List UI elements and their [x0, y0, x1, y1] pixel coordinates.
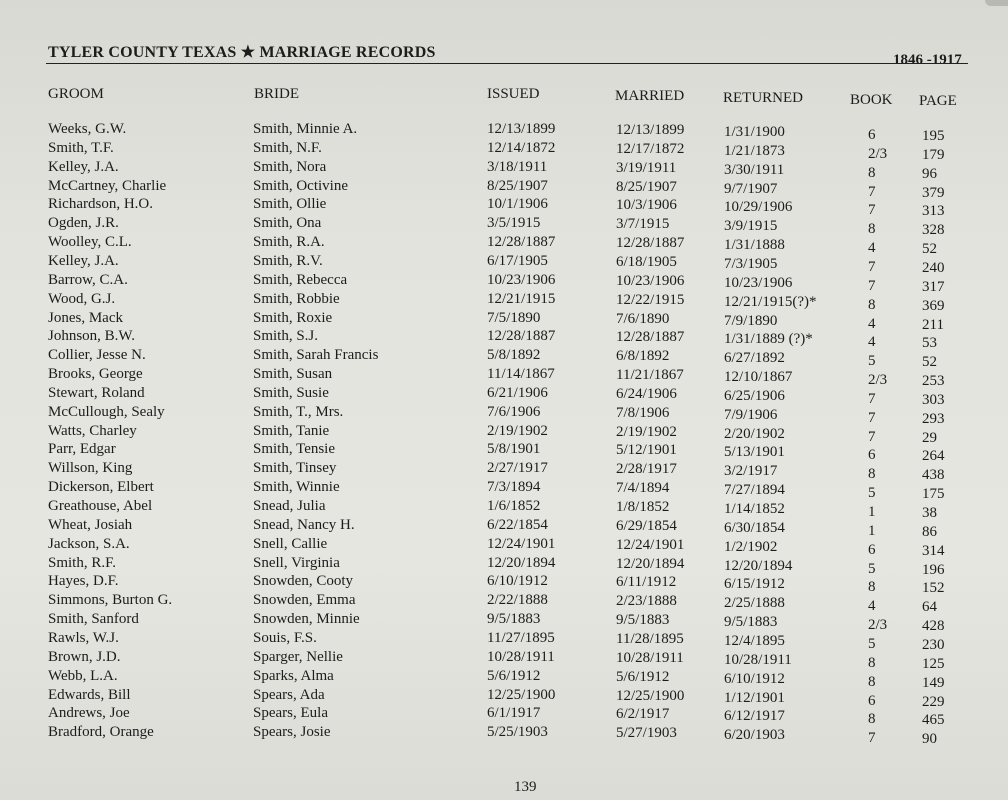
cell-groom: Collier, Jesse N. — [48, 347, 146, 364]
cell-returned: 12/21/1915(?)* — [724, 293, 817, 310]
table-row — [0, 667, 1008, 691]
cell-returned: 6/12/1917 — [724, 708, 785, 725]
cell-groom: Richardson, H.O. — [48, 196, 153, 213]
header-page: PAGE — [919, 93, 957, 109]
page-corner-shadow — [985, 0, 1008, 6]
cell-married: 7/8/1906 — [616, 404, 670, 421]
cell-issued: 1/6/1852 — [487, 498, 541, 514]
table-row — [0, 686, 1008, 710]
cell-returned: 1/14/1852 — [724, 501, 785, 517]
cell-page: 253 — [922, 373, 945, 390]
cell-groom: McCullough, Sealy — [48, 403, 165, 420]
cell-book: 8 — [868, 673, 876, 690]
table-row — [0, 573, 1008, 597]
cell-returned: 6/20/1903 — [724, 727, 785, 744]
table-row — [0, 309, 1008, 333]
cell-page: 125 — [922, 655, 945, 672]
cell-bride: Spears, Ada — [253, 686, 325, 703]
cell-bride: Snell, Virginia — [253, 554, 340, 571]
cell-page: 379 — [922, 184, 945, 201]
cell-bride: Smith, Winnie — [253, 479, 340, 496]
cell-book: 5 — [868, 635, 876, 652]
cell-returned: 6/10/1912 — [724, 670, 785, 687]
header-rule — [46, 63, 968, 64]
cell-groom: Kelley, J.A. — [48, 252, 119, 269]
table-row — [0, 366, 1008, 390]
cell-issued: 5/8/1892 — [487, 347, 541, 364]
cell-issued: 10/23/1906 — [487, 271, 556, 288]
cell-book: 6 — [868, 541, 876, 558]
page-number: 139 — [514, 779, 537, 795]
table-row — [0, 252, 1008, 276]
cell-bride: Spears, Eula — [253, 705, 328, 722]
cell-bride: Spears, Josie — [253, 724, 331, 741]
cell-book: 4 — [868, 598, 876, 615]
cell-book: 6 — [868, 127, 876, 143]
page-title: TYLER COUNTY TEXAS ★ MARRIAGE RECORDS — [48, 44, 436, 61]
cell-bride: Smith, Nora — [253, 158, 327, 175]
cell-book: 5 — [868, 485, 876, 502]
cell-groom: Weeks, G.W. — [48, 121, 127, 137]
cell-married: 2/19/1902 — [616, 423, 677, 440]
cell-book: 2/3 — [868, 145, 888, 162]
cell-groom: Woolley, C.L. — [48, 234, 132, 251]
cell-groom: Johnson, B.W. — [48, 328, 135, 345]
cell-groom: Simmons, Burton G. — [48, 592, 173, 609]
cell-page: 465 — [922, 712, 945, 729]
cell-returned: 9/7/1907 — [724, 180, 778, 197]
cell-issued: 9/5/1883 — [487, 611, 541, 628]
cell-page: 230 — [922, 636, 945, 653]
cell-groom: Hayes, D.F. — [48, 573, 119, 590]
cell-married: 6/2/1917 — [616, 706, 670, 723]
cell-married: 12/28/1887 — [616, 329, 685, 346]
cell-page: 264 — [922, 448, 945, 465]
table-row — [0, 479, 1008, 503]
cell-married: 10/3/1906 — [616, 197, 677, 214]
year-range: 1846 -1917 — [893, 52, 962, 68]
cell-returned: 10/29/1906 — [724, 199, 793, 216]
cell-issued: 6/22/1854 — [487, 516, 548, 533]
cell-issued: 12/14/1872 — [487, 139, 556, 156]
cell-bride: Smith, Ona — [253, 215, 322, 232]
cell-book: 1 — [868, 522, 876, 539]
cell-married: 7/6/1890 — [616, 310, 670, 327]
cell-issued: 6/17/1905 — [487, 252, 548, 269]
cell-groom: Jackson, S.A. — [48, 535, 130, 552]
cell-bride: Snell, Callie — [253, 535, 328, 552]
header-returned: RETURNED — [723, 90, 803, 106]
cell-married: 3/7/1915 — [616, 216, 670, 233]
cell-groom: Wheat, Josiah — [48, 516, 133, 533]
cell-returned: 12/20/1894 — [724, 557, 793, 574]
cell-returned: 1/12/1901 — [724, 689, 785, 706]
cell-book: 7 — [868, 258, 876, 275]
cell-issued: 10/1/1906 — [487, 196, 548, 213]
cell-bride: Smith, Susie — [253, 384, 329, 401]
cell-married: 6/24/1906 — [616, 385, 677, 402]
cell-bride: Smith, Robbie — [253, 290, 340, 307]
cell-page: 179 — [922, 146, 945, 163]
cell-page: 175 — [922, 486, 945, 503]
cell-groom: Rawls, W.J. — [48, 629, 119, 646]
table-row — [0, 384, 1008, 408]
cell-bride: Snowden, Emma — [253, 592, 356, 609]
cell-returned: 7/3/1905 — [724, 255, 778, 272]
cell-issued: 7/6/1906 — [487, 403, 541, 420]
cell-book: 7 — [868, 390, 876, 407]
cell-married: 2/23/1888 — [616, 593, 677, 610]
cell-issued: 7/5/1890 — [487, 309, 541, 326]
cell-returned: 6/15/1912 — [724, 576, 785, 593]
cell-groom: Brown, J.D. — [48, 648, 121, 665]
cell-issued: 5/25/1903 — [487, 724, 548, 741]
cell-book: 8 — [868, 296, 876, 313]
header-book: BOOK — [850, 92, 893, 108]
table-row — [0, 121, 1008, 144]
table-row — [0, 234, 1008, 258]
cell-bride: Smith, T., Mrs. — [253, 403, 344, 420]
cell-married: 3/19/1911 — [616, 159, 677, 176]
cell-book: 2/3 — [868, 617, 888, 634]
cell-bride: Snowden, Cooty — [253, 573, 354, 590]
cell-issued: 8/25/1907 — [487, 177, 548, 194]
cell-married: 9/5/1883 — [616, 612, 670, 629]
cell-issued: 12/21/1915 — [487, 290, 556, 307]
cell-groom: Webb, L.A. — [48, 667, 118, 684]
cell-issued: 3/18/1911 — [487, 158, 548, 175]
cell-book: 5 — [868, 353, 876, 370]
cell-bride: Smith, Roxie — [253, 309, 333, 326]
cell-issued: 6/10/1912 — [487, 573, 548, 590]
cell-married: 2/28/1917 — [616, 461, 677, 478]
cell-issued: 2/27/1917 — [487, 460, 548, 477]
cell-returned: 1/2/1902 — [724, 538, 778, 555]
cell-page: 96 — [922, 165, 937, 182]
table-row — [0, 648, 1008, 672]
cell-groom: Smith, T.F. — [48, 139, 114, 156]
cell-issued: 12/25/1900 — [487, 686, 556, 703]
cell-groom: Brooks, George — [48, 366, 143, 383]
cell-bride: Smith, R.A. — [253, 234, 325, 251]
cell-returned: 7/9/1890 — [724, 312, 778, 329]
cell-groom: Jones, Mack — [48, 309, 123, 326]
cell-book: 8 — [868, 579, 876, 596]
cell-bride: Sparger, Nellie — [253, 648, 343, 665]
cell-returned: 3/30/1911 — [724, 161, 785, 178]
cell-bride: Smith, Ollie — [253, 196, 327, 213]
cell-married: 11/21/1867 — [616, 367, 684, 384]
cell-issued: 10/28/1911 — [487, 648, 555, 665]
cell-page: 196 — [922, 561, 945, 578]
cell-book: 7 — [868, 277, 876, 294]
cell-book: 8 — [868, 221, 876, 238]
cell-married: 12/13/1899 — [616, 122, 685, 138]
cell-returned: 12/10/1867 — [724, 369, 793, 386]
cell-page: 428 — [922, 618, 945, 635]
cell-bride: Souis, F.S. — [253, 629, 317, 646]
table-row — [0, 290, 1008, 314]
cell-groom: Kelley, J.A. — [48, 158, 119, 175]
table-row — [0, 535, 1008, 559]
table-row — [0, 460, 1008, 484]
table-row — [0, 516, 1008, 540]
cell-book: 7 — [868, 409, 876, 426]
cell-groom: Watts, Charley — [48, 422, 137, 439]
cell-returned: 1/31/1889 (?)* — [724, 331, 813, 348]
cell-bride: Smith, Tinsey — [253, 460, 337, 477]
table-row — [0, 139, 1008, 163]
cell-bride: Smith, Tensie — [253, 441, 336, 458]
cell-book: 8 — [868, 164, 876, 181]
cell-married: 5/27/1903 — [616, 725, 677, 742]
cell-married: 5/6/1912 — [616, 668, 670, 685]
cell-bride: Snead, Julia — [253, 498, 326, 514]
cell-issued: 6/21/1906 — [487, 384, 548, 401]
cell-groom: Greathouse, Abel — [48, 498, 153, 514]
table-row — [0, 441, 1008, 465]
table-row — [0, 724, 1008, 748]
cell-married: 12/20/1894 — [616, 555, 685, 572]
cell-page: 64 — [922, 599, 937, 616]
cell-married: 7/4/1894 — [616, 480, 670, 497]
cell-bride: Smith, S.J. — [253, 328, 319, 345]
cell-groom: Dickerson, Elbert — [48, 479, 154, 496]
cell-groom: Barrow, C.A. — [48, 271, 128, 288]
cell-issued: 11/14/1867 — [487, 366, 555, 383]
cell-groom: Willson, King — [48, 460, 133, 477]
cell-book: 7 — [868, 183, 876, 200]
table-row — [0, 705, 1008, 729]
cell-issued: 12/28/1887 — [487, 328, 556, 345]
cell-bride: Smith, Tanie — [253, 422, 330, 439]
cell-page: 293 — [922, 410, 945, 427]
cell-bride: Snowden, Minnie — [253, 611, 360, 628]
cell-book: 2/3 — [868, 372, 888, 389]
cell-book: 6 — [868, 447, 876, 464]
table-row — [0, 158, 1008, 182]
cell-bride: Smith, Octivine — [253, 177, 348, 194]
cell-bride: Smith, R.V. — [253, 252, 323, 269]
cell-page: 317 — [922, 278, 945, 295]
cell-returned: 6/27/1892 — [724, 350, 785, 367]
cell-returned: 7/27/1894 — [724, 482, 785, 499]
cell-page: 314 — [922, 542, 945, 559]
cell-returned: 6/25/1906 — [724, 387, 785, 404]
cell-returned: 10/28/1911 — [724, 651, 792, 668]
cell-book: 7 — [868, 730, 876, 747]
cell-returned: 1/31/1900 — [724, 124, 785, 140]
table-row — [0, 328, 1008, 352]
cell-page: 240 — [922, 259, 945, 276]
cell-page: 38 — [922, 505, 937, 521]
cell-book: 7 — [868, 428, 876, 445]
cell-married: 12/17/1872 — [616, 140, 685, 157]
cell-page: 229 — [922, 693, 945, 710]
cell-issued: 12/13/1899 — [487, 121, 556, 137]
cell-married: 6/18/1905 — [616, 253, 677, 270]
cell-married: 5/12/1901 — [616, 442, 677, 459]
cell-bride: Smith, Sarah Francis — [253, 347, 379, 364]
cell-returned: 3/2/1917 — [724, 463, 778, 480]
cell-page: 86 — [922, 523, 937, 540]
cell-bride: Smith, Susan — [253, 366, 333, 383]
header-issued: ISSUED — [487, 86, 540, 102]
cell-married: 10/28/1911 — [616, 649, 684, 666]
cell-page: 29 — [922, 429, 937, 446]
cell-page: 313 — [922, 203, 945, 220]
cell-page: 52 — [922, 241, 937, 258]
cell-returned: 2/20/1902 — [724, 425, 785, 442]
cell-returned: 12/4/1895 — [724, 632, 785, 649]
header-married: MARRIED — [615, 88, 685, 104]
cell-issued: 2/22/1888 — [487, 592, 548, 609]
cell-groom: Andrews, Joe — [48, 705, 130, 722]
cell-married: 10/23/1906 — [616, 272, 685, 289]
table-row — [0, 403, 1008, 427]
cell-married: 11/28/1895 — [616, 630, 684, 647]
cell-issued: 12/20/1894 — [487, 554, 556, 571]
cell-groom: Wood, G.J. — [48, 290, 116, 307]
cell-book: 8 — [868, 711, 876, 728]
header-bride: BRIDE — [254, 86, 299, 102]
cell-bride: Smith, Rebecca — [253, 271, 348, 288]
cell-page: 369 — [922, 297, 945, 314]
cell-issued: 5/6/1912 — [487, 667, 541, 684]
table-row — [0, 498, 1008, 521]
cell-groom: Edwards, Bill — [48, 686, 131, 703]
cell-book: 7 — [868, 202, 876, 219]
cell-groom: Smith, R.F. — [48, 554, 116, 571]
cell-issued: 2/19/1902 — [487, 422, 548, 439]
cell-book: 4 — [868, 334, 876, 351]
cell-bride: Smith, N.F. — [253, 139, 322, 156]
cell-married: 8/25/1907 — [616, 178, 677, 195]
cell-issued: 3/5/1915 — [487, 215, 541, 232]
table-row — [0, 271, 1008, 295]
header-groom: GROOM — [48, 86, 104, 102]
cell-issued: 12/28/1887 — [487, 234, 556, 251]
cell-married: 6/8/1892 — [616, 348, 670, 365]
cell-returned: 1/21/1873 — [724, 142, 785, 159]
cell-book: 1 — [868, 504, 876, 520]
cell-issued: 11/27/1895 — [487, 629, 555, 646]
cell-returned: 6/30/1854 — [724, 519, 785, 536]
cell-page: 53 — [922, 335, 937, 352]
cell-page: 152 — [922, 580, 945, 597]
cell-issued: 12/24/1901 — [487, 535, 556, 552]
cell-page: 328 — [922, 222, 945, 239]
cell-returned: 2/25/1888 — [724, 595, 785, 612]
table-row — [0, 554, 1008, 578]
cell-returned: 7/9/1906 — [724, 406, 778, 423]
cell-married: 12/24/1901 — [616, 536, 685, 553]
cell-married: 12/25/1900 — [616, 687, 685, 704]
cell-page: 52 — [922, 354, 937, 371]
cell-groom: Smith, Sanford — [48, 611, 139, 628]
cell-page: 195 — [922, 128, 945, 144]
cell-returned: 1/31/1888 — [724, 237, 785, 254]
table-row — [0, 177, 1008, 201]
cell-bride: Sparks, Alma — [253, 667, 334, 684]
table-row — [0, 629, 1008, 653]
cell-groom: Stewart, Roland — [48, 384, 145, 401]
cell-page: 438 — [922, 467, 945, 484]
cell-married: 1/8/1852 — [616, 499, 670, 515]
cell-groom: McCartney, Charlie — [48, 177, 167, 194]
table-row — [0, 611, 1008, 635]
cell-issued: 7/3/1894 — [487, 479, 541, 496]
cell-book: 5 — [868, 560, 876, 577]
cell-married: 12/22/1915 — [616, 291, 685, 308]
table-row — [0, 215, 1008, 239]
cell-book: 8 — [868, 654, 876, 671]
table-row — [0, 592, 1008, 616]
cell-groom: Ogden, J.R. — [48, 215, 119, 232]
cell-page: 149 — [922, 674, 945, 691]
table-row — [0, 347, 1008, 371]
cell-issued: 6/1/1917 — [487, 705, 541, 722]
cell-married: 6/29/1854 — [616, 517, 677, 534]
cell-page: 90 — [922, 731, 937, 748]
cell-page: 303 — [922, 391, 945, 408]
cell-returned: 10/23/1906 — [724, 274, 793, 291]
cell-groom: Bradford, Orange — [48, 724, 154, 741]
cell-married: 12/28/1887 — [616, 235, 685, 252]
cell-book: 6 — [868, 692, 876, 709]
cell-returned: 9/5/1883 — [724, 614, 778, 631]
cell-returned: 5/13/1901 — [724, 444, 785, 461]
cell-returned: 3/9/1915 — [724, 218, 778, 235]
cell-issued: 5/8/1901 — [487, 441, 541, 458]
cell-bride: Smith, Minnie A. — [253, 121, 358, 137]
table-row — [0, 196, 1008, 220]
cell-book: 4 — [868, 315, 876, 332]
cell-bride: Snead, Nancy H. — [253, 516, 355, 533]
cell-book: 4 — [868, 240, 876, 257]
cell-married: 6/11/1912 — [616, 574, 677, 591]
cell-page: 211 — [922, 316, 944, 333]
cell-book: 8 — [868, 466, 876, 483]
table-row — [0, 422, 1008, 446]
cell-groom: Parr, Edgar — [48, 441, 116, 458]
